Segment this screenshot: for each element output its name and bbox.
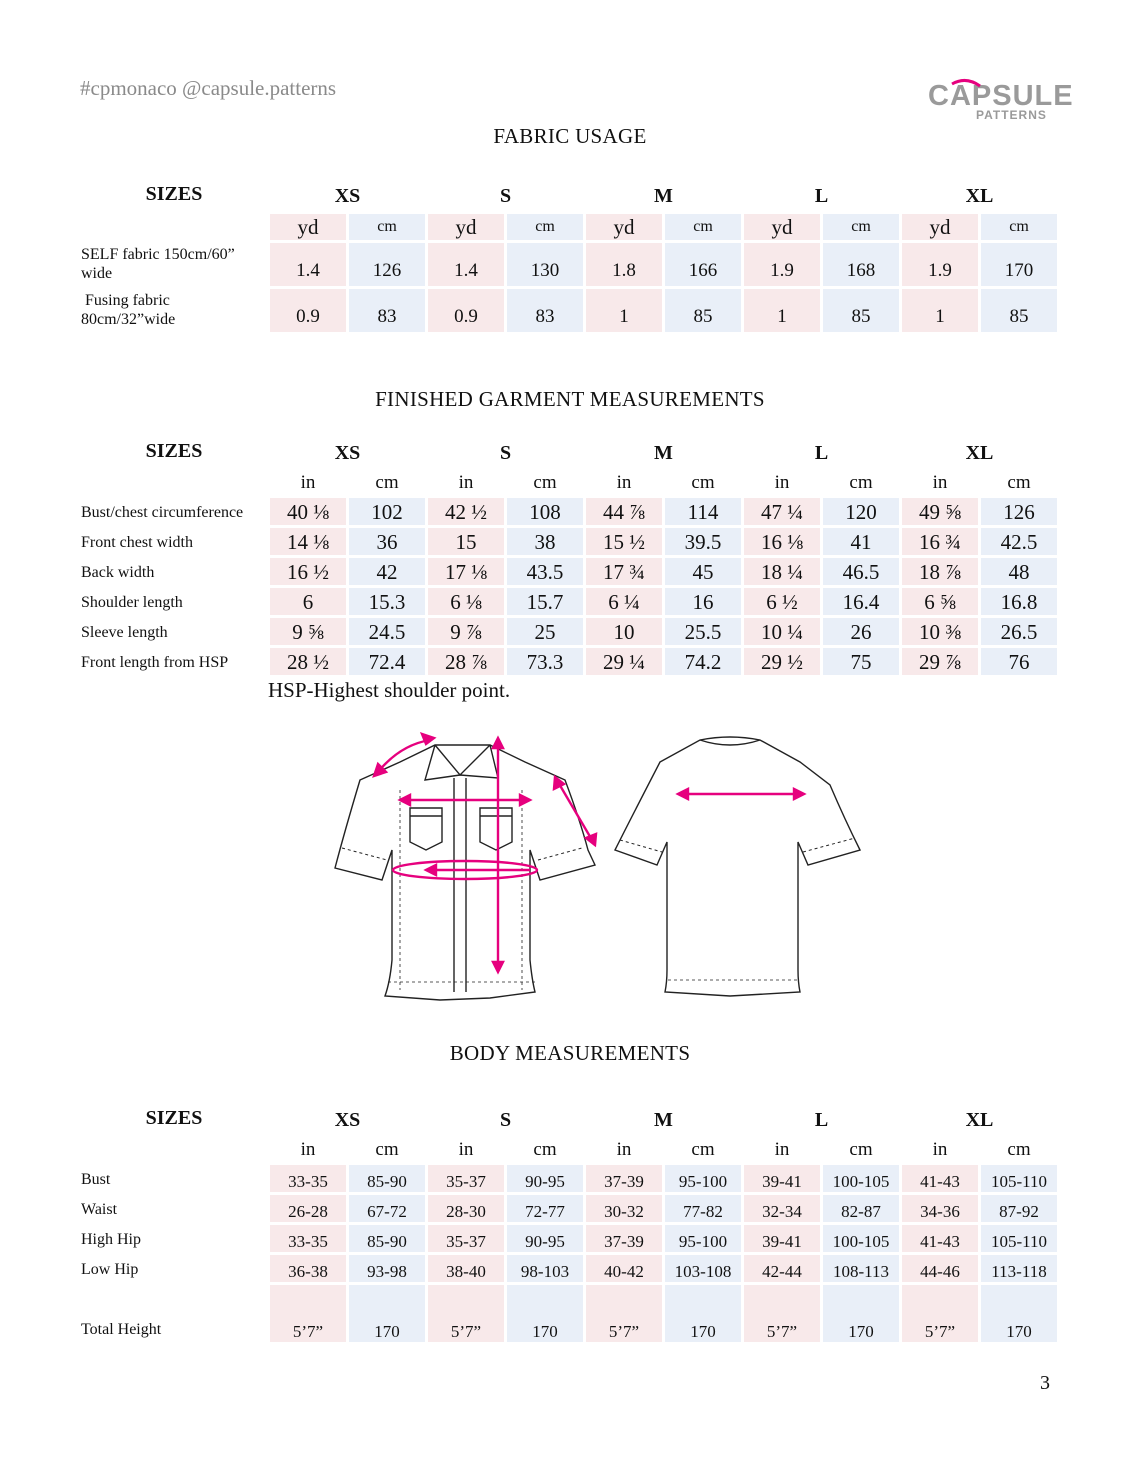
value-cell: 1 (902, 289, 978, 332)
row-label: SELF fabric 150cm/60” wide (81, 246, 235, 282)
value-cell: 40 ⅛ (270, 498, 346, 525)
body-row (81, 1165, 1057, 1192)
value-cell: 42.5 (981, 528, 1057, 555)
value-cell: 41-43 (902, 1165, 978, 1192)
value-cell: 100-105 (823, 1165, 899, 1192)
value-cell: 10 (586, 618, 662, 645)
row-label: Fusing fabric 80cm/32”wide (81, 292, 176, 328)
value-cell: 15.3 (349, 588, 425, 615)
value-cell: 0.9 (428, 289, 504, 332)
unit-cm: cm (375, 472, 399, 493)
value-cell: 42 (349, 558, 425, 585)
unit-cm: cm (691, 472, 715, 493)
unit-cm: cm (507, 214, 583, 240)
value-cell: 72-77 (507, 1195, 583, 1222)
value-cell: 1.4 (428, 243, 504, 286)
unit-yd: yd (586, 214, 662, 240)
value-cell: 44 ⅞ (586, 498, 662, 525)
value-cell: 95-100 (665, 1165, 741, 1192)
unit-in: in (932, 1139, 948, 1160)
value-cell: 28 ½ (270, 648, 346, 675)
value-cell: 85-90 (349, 1165, 425, 1192)
size-header-xl: XL (965, 1108, 994, 1131)
value-cell: 5’7” (270, 1285, 346, 1342)
value-cell: 36-38 (270, 1255, 346, 1282)
size-header-l: L (814, 441, 829, 464)
value-cell: 14 ⅛ (270, 528, 346, 555)
unit-in: in (458, 1139, 474, 1160)
value-cell: 29 ⅞ (902, 648, 978, 675)
value-cell: 170 (507, 1285, 583, 1342)
value-cell: 37-39 (586, 1165, 662, 1192)
value-cell: 33-35 (270, 1225, 346, 1252)
value-cell: 102 (349, 498, 425, 525)
unit-cm: cm (349, 214, 425, 240)
value-cell: 120 (823, 498, 899, 525)
value-cell: 26.5 (981, 618, 1057, 645)
value-cell: 41 (823, 528, 899, 555)
row-label: Low Hip (81, 1261, 139, 1278)
value-cell: 170 (665, 1285, 741, 1342)
body-row (81, 1195, 1057, 1222)
value-cell: 41-43 (902, 1225, 978, 1252)
size-header-m: M (654, 184, 673, 207)
size-header-m: M (654, 1108, 673, 1131)
value-cell: 76 (981, 648, 1057, 675)
value-cell: 40-42 (586, 1255, 662, 1282)
sizes-header: SIZES (145, 1107, 203, 1129)
value-cell: 90-95 (507, 1165, 583, 1192)
value-cell: 44-46 (902, 1255, 978, 1282)
value-cell: 168 (823, 243, 899, 286)
value-cell: 126 (981, 498, 1057, 525)
value-cell: 24.5 (349, 618, 425, 645)
value-cell: 28-30 (428, 1195, 504, 1222)
row-label: Front length from HSP (81, 654, 229, 671)
logo-brand: CAPSULE (928, 80, 1074, 112)
size-header-xl: XL (965, 184, 994, 207)
value-cell: 39-41 (744, 1165, 820, 1192)
value-cell: 16 ⅛ (744, 528, 820, 555)
unit-cm: cm (981, 214, 1057, 240)
value-cell: 1.8 (586, 243, 662, 286)
value-cell: 170 (981, 243, 1057, 286)
garment-row (81, 618, 1057, 645)
row-label: Shoulder length (81, 594, 183, 611)
size-header-s: S (499, 184, 512, 207)
garment-row (81, 588, 1057, 615)
body-row (81, 1255, 1057, 1282)
hsp-note: HSP-Highest shoulder point. (268, 678, 511, 702)
value-cell: 105-110 (981, 1225, 1057, 1252)
value-cell: 98-103 (507, 1255, 583, 1282)
value-cell: 9 ⅞ (428, 618, 504, 645)
logo-hanger-icon (946, 74, 986, 114)
value-cell: 105-110 (981, 1165, 1057, 1192)
value-cell: 16 ½ (270, 558, 346, 585)
value-cell: 85 (981, 289, 1057, 332)
value-cell: 1 (586, 289, 662, 332)
value-cell: 0.9 (270, 289, 346, 332)
value-cell: 18 ¼ (744, 558, 820, 585)
unit-yd: yd (428, 214, 504, 240)
value-cell: 16.8 (981, 588, 1057, 615)
value-cell: 6 ¼ (586, 588, 662, 615)
value-cell: 75 (823, 648, 899, 675)
row-label: Bust/chest circumference (81, 504, 244, 521)
value-cell: 6 ⅛ (428, 588, 504, 615)
hashtag-text: #cpmonaco @capsule.patterns (80, 76, 337, 100)
value-cell: 170 (349, 1285, 425, 1342)
value-cell: 42-44 (744, 1255, 820, 1282)
size-header-xs: XS (334, 441, 361, 464)
back-width-arrow (678, 789, 804, 799)
sizes-header: SIZES (145, 183, 203, 205)
value-cell: 85 (823, 289, 899, 332)
unit-in: in (458, 472, 474, 493)
value-cell: 77-82 (665, 1195, 741, 1222)
unit-cm: cm (1007, 472, 1031, 493)
value-cell: 29 ½ (744, 648, 820, 675)
value-cell: 5’7” (586, 1285, 662, 1342)
sizes-header: SIZES (145, 440, 203, 462)
fabric-usage-table (78, 178, 1060, 335)
value-cell: 39.5 (665, 528, 741, 555)
value-cell: 28 ⅞ (428, 648, 504, 675)
value-cell: 10 ⅜ (902, 618, 978, 645)
value-cell: 166 (665, 243, 741, 286)
value-cell: 100-105 (823, 1225, 899, 1252)
value-cell: 74.2 (665, 648, 741, 675)
value-cell: 17 ⅛ (428, 558, 504, 585)
size-header-l: L (814, 1108, 829, 1131)
value-cell: 114 (665, 498, 741, 525)
value-cell: 32-34 (744, 1195, 820, 1222)
fabric-usage-title: FABRIC USAGE (493, 124, 647, 148)
row-label: Back width (81, 564, 155, 581)
unit-cm: cm (691, 1139, 715, 1160)
value-cell: 17 ¾ (586, 558, 662, 585)
value-cell: 38-40 (428, 1255, 504, 1282)
value-cell: 33-35 (270, 1165, 346, 1192)
value-cell: 37-39 (586, 1225, 662, 1252)
value-cell: 130 (507, 243, 583, 286)
value-cell: 108-113 (823, 1255, 899, 1282)
unit-cm: cm (823, 214, 899, 240)
capsule-patterns-logo (928, 80, 1074, 122)
value-cell: 35-37 (428, 1165, 504, 1192)
value-cell: 6 ⅝ (902, 588, 978, 615)
unit-cm: cm (849, 1139, 873, 1160)
value-cell: 1.9 (744, 243, 820, 286)
value-cell: 15 (428, 528, 504, 555)
value-cell: 72.4 (349, 648, 425, 675)
garment-row (81, 558, 1057, 585)
body-row (81, 1285, 1057, 1342)
value-cell: 5’7” (744, 1285, 820, 1342)
value-cell: 73.3 (507, 648, 583, 675)
size-header-xs: XS (334, 1108, 361, 1131)
unit-cm: cm (533, 1139, 557, 1160)
value-cell: 10 ¼ (744, 618, 820, 645)
value-cell: 46.5 (823, 558, 899, 585)
size-header-s: S (499, 1108, 512, 1131)
value-cell: 39-41 (744, 1225, 820, 1252)
unit-in: in (774, 472, 790, 493)
value-cell: 1.9 (902, 243, 978, 286)
value-cell: 43.5 (507, 558, 583, 585)
row-label: Front chest width (81, 534, 193, 551)
value-cell: 48 (981, 558, 1057, 585)
value-cell: 15.7 (507, 588, 583, 615)
value-cell: 6 (270, 588, 346, 615)
value-cell: 25.5 (665, 618, 741, 645)
unit-in: in (616, 1139, 632, 1160)
garment-row (81, 648, 1057, 675)
value-cell: 38 (507, 528, 583, 555)
value-cell: 1.4 (270, 243, 346, 286)
unit-in: in (616, 472, 632, 493)
page-number: 3 (1040, 1372, 1050, 1394)
fabric-row (81, 243, 1057, 286)
value-cell: 90-95 (507, 1225, 583, 1252)
unit-in: in (300, 1139, 316, 1160)
row-label: Sleeve length (81, 624, 168, 641)
value-cell: 67-72 (349, 1195, 425, 1222)
value-cell: 45 (665, 558, 741, 585)
row-label: Waist (81, 1201, 118, 1218)
size-header-xl: XL (965, 441, 994, 464)
unit-cm: cm (665, 214, 741, 240)
garment-row (81, 498, 1057, 525)
value-cell: 42 ½ (428, 498, 504, 525)
value-cell: 1 (744, 289, 820, 332)
value-cell: 16 ¾ (902, 528, 978, 555)
unit-cm: cm (375, 1139, 399, 1160)
value-cell: 5’7” (902, 1285, 978, 1342)
value-cell: 87-92 (981, 1195, 1057, 1222)
shirt-technical-drawing (330, 720, 880, 1010)
value-cell: 170 (823, 1285, 899, 1342)
value-cell: 26 (823, 618, 899, 645)
value-cell: 26-28 (270, 1195, 346, 1222)
value-cell: 85-90 (349, 1225, 425, 1252)
unit-yd: yd (270, 214, 346, 240)
value-cell: 103-108 (665, 1255, 741, 1282)
value-cell: 34-36 (902, 1195, 978, 1222)
unit-yd: yd (902, 214, 978, 240)
value-cell: 82-87 (823, 1195, 899, 1222)
value-cell: 15 ½ (586, 528, 662, 555)
value-cell: 85 (665, 289, 741, 332)
value-cell: 6 ½ (744, 588, 820, 615)
row-label: High Hip (81, 1231, 141, 1248)
body-measurements-title: BODY MEASUREMENTS (449, 1041, 691, 1065)
unit-in: in (774, 1139, 790, 1160)
unit-cm: cm (1007, 1139, 1031, 1160)
row-label: Total Height (81, 1321, 162, 1338)
value-cell: 83 (349, 289, 425, 332)
value-cell: 93-98 (349, 1255, 425, 1282)
unit-in: in (932, 472, 948, 493)
fabric-row (81, 289, 1057, 332)
value-cell: 5’7” (428, 1285, 504, 1342)
finished-garment-table (78, 435, 1060, 678)
value-cell: 170 (981, 1285, 1057, 1342)
value-cell: 29 ¼ (586, 648, 662, 675)
garment-row (81, 528, 1057, 555)
value-cell: 36 (349, 528, 425, 555)
size-header-m: M (654, 441, 673, 464)
size-header-xs: XS (334, 184, 361, 207)
back-shirt-drawing (615, 737, 860, 996)
value-cell: 18 ⅞ (902, 558, 978, 585)
value-cell: 126 (349, 243, 425, 286)
logo-sub: PATTERNS (976, 108, 1047, 122)
value-cell: 16.4 (823, 588, 899, 615)
value-cell: 83 (507, 289, 583, 332)
unit-yd: yd (744, 214, 820, 240)
value-cell: 49 ⅝ (902, 498, 978, 525)
size-header-l: L (814, 184, 829, 207)
value-cell: 9 ⅝ (270, 618, 346, 645)
row-label: Bust (81, 1171, 111, 1188)
value-cell: 35-37 (428, 1225, 504, 1252)
unit-in: in (300, 472, 316, 493)
value-cell: 30-32 (586, 1195, 662, 1222)
unit-cm: cm (849, 472, 873, 493)
finished-garment-title: FINISHED GARMENT MEASUREMENTS (375, 387, 765, 411)
value-cell: 108 (507, 498, 583, 525)
body-row (81, 1225, 1057, 1252)
value-cell: 16 (665, 588, 741, 615)
size-header-s: S (499, 441, 512, 464)
unit-cm: cm (533, 472, 557, 493)
body-measurements-table (78, 1102, 1060, 1345)
value-cell: 113-118 (981, 1255, 1057, 1282)
value-cell: 95-100 (665, 1225, 741, 1252)
value-cell: 47 ¼ (744, 498, 820, 525)
value-cell: 25 (507, 618, 583, 645)
